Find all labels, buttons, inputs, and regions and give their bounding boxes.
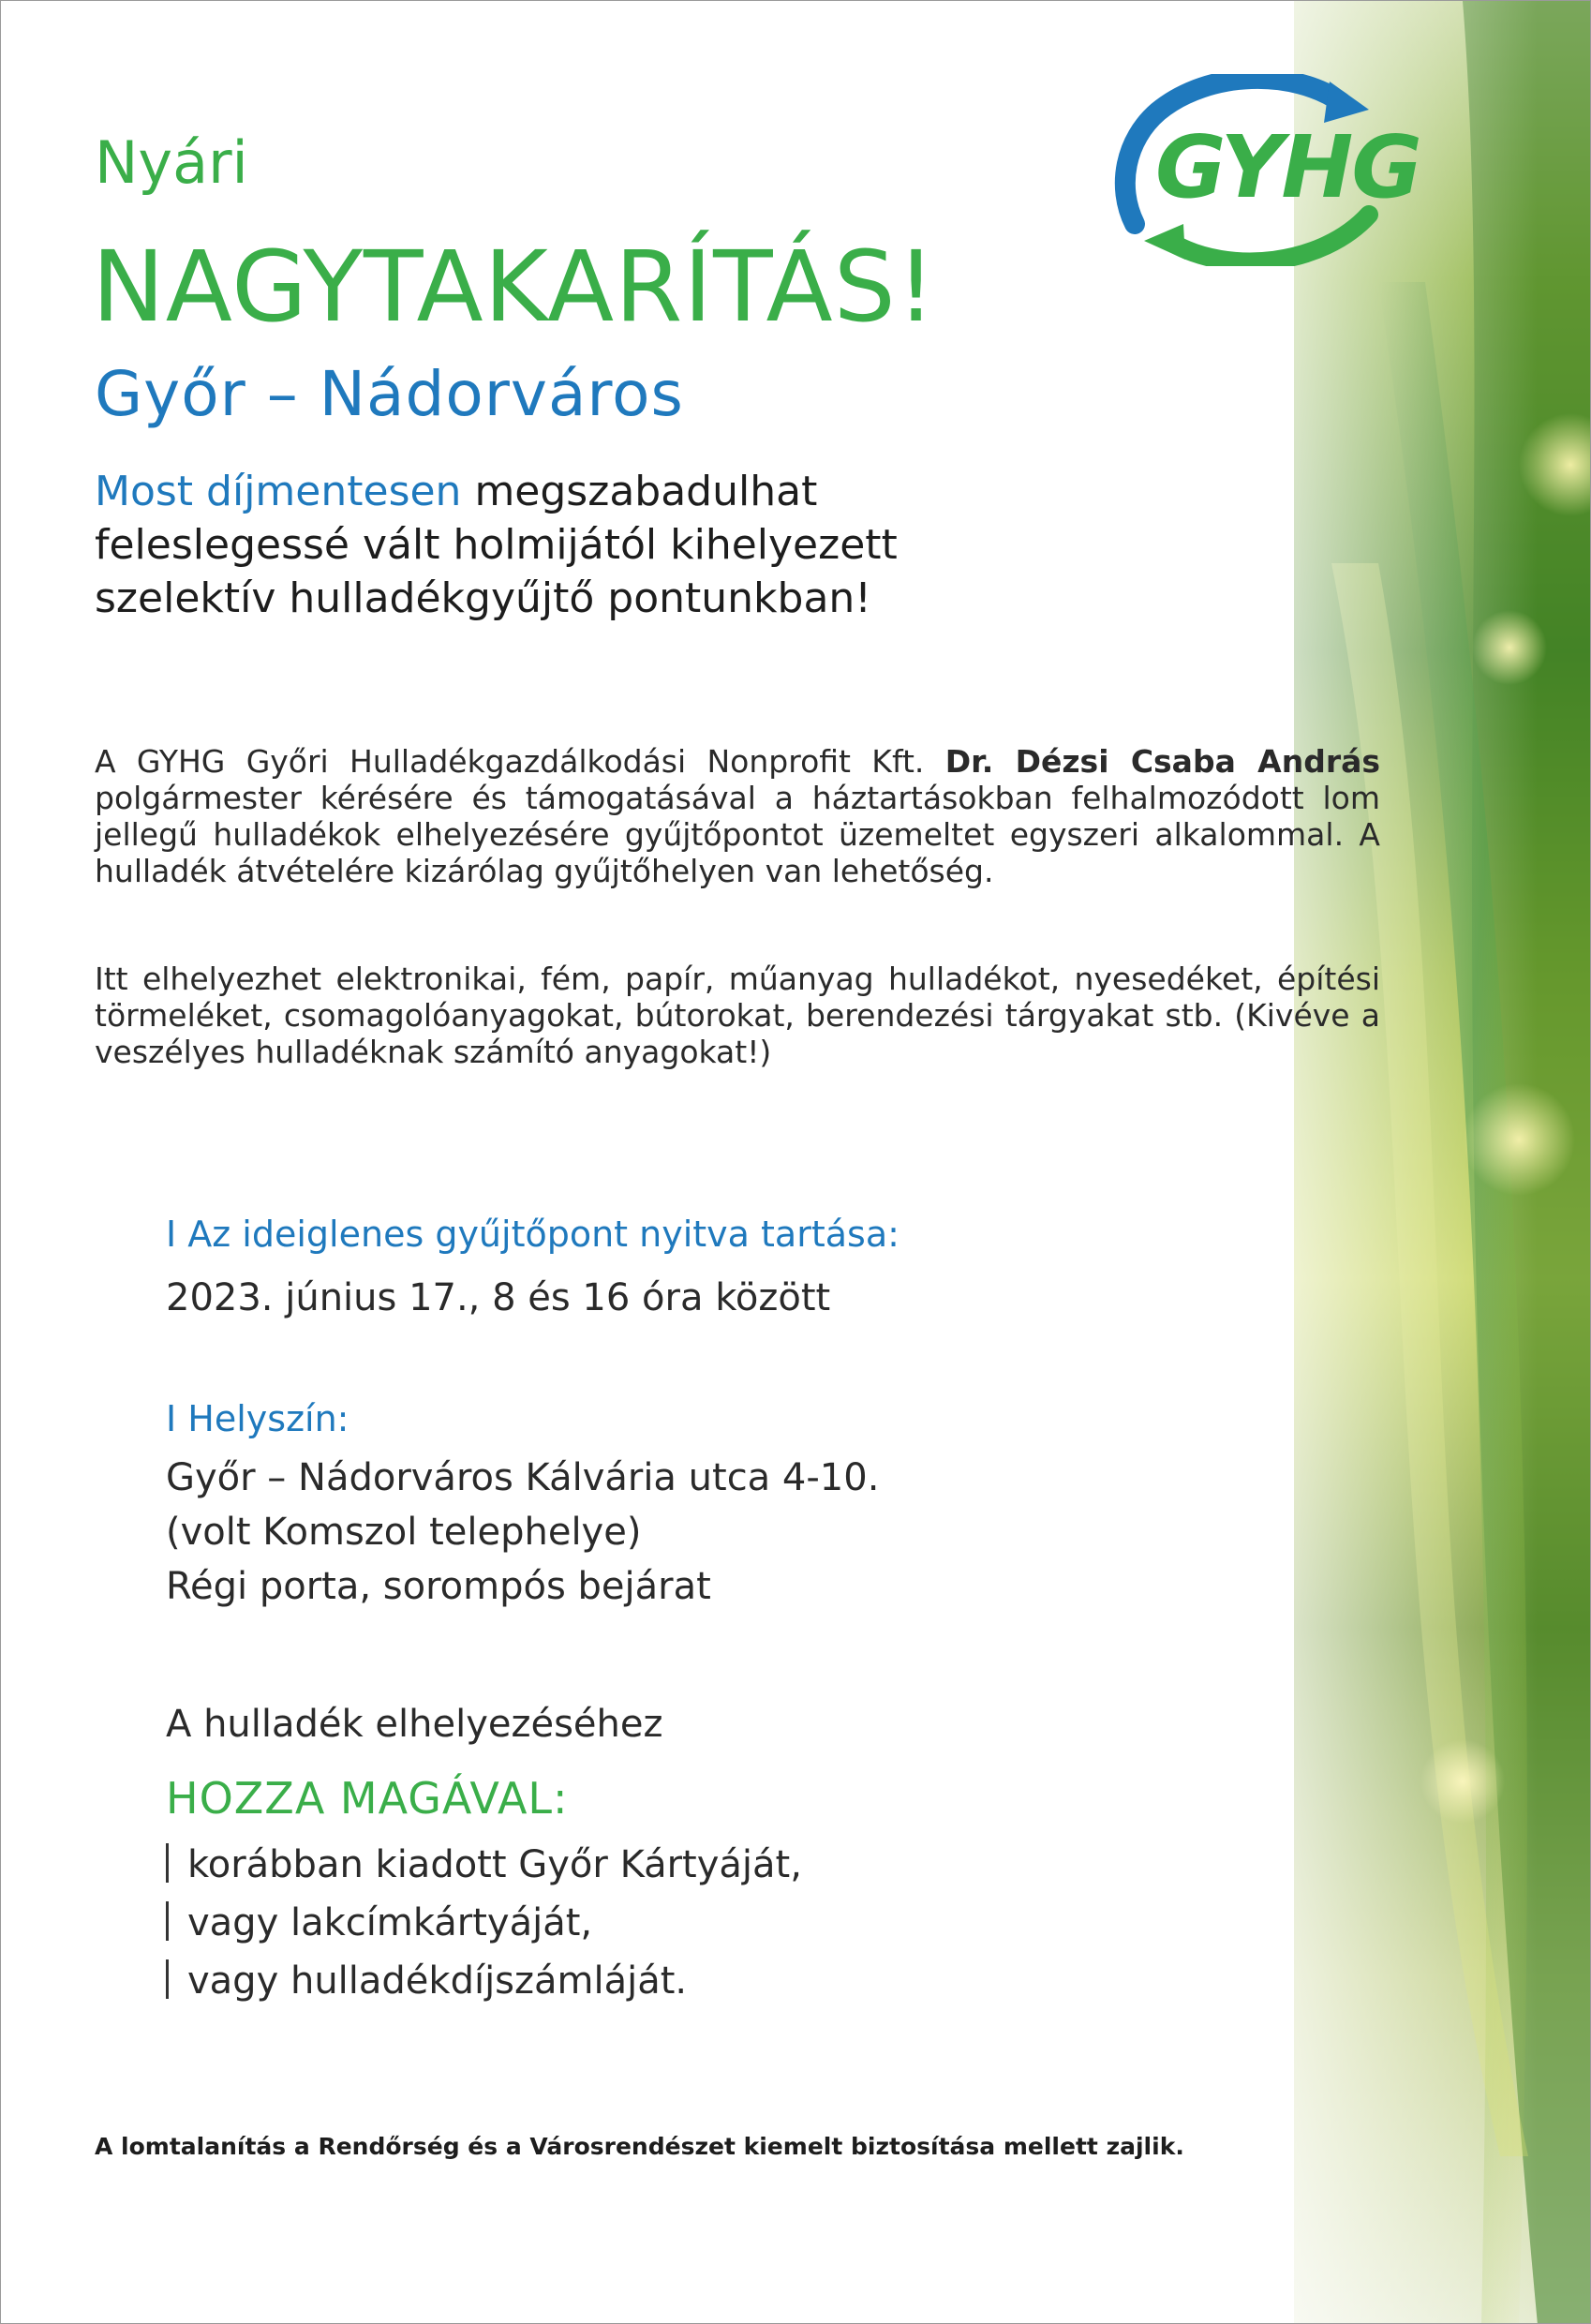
lead-line3: szelektív hulladékgyűjtő pontunkban! [95, 574, 871, 622]
list-item [166, 1836, 802, 1894]
lead-highlight: Most díjmentesen [95, 468, 462, 515]
list-item-text: vagy lakcímkártyáját, [187, 1901, 593, 1944]
poster-content [1, 1, 1591, 2324]
para1-mayor-name: Dr. Dézsi Csaba András [944, 743, 1381, 780]
location-heading: I Helyszín: [166, 1398, 349, 1439]
lead-line2: feleslegessé vált holmijától kihelyezett [95, 521, 898, 569]
list-item-text: vagy hulladékdíjszámláját. [187, 1959, 688, 2003]
para1-end: polgármester kérésére és támogatásával a háztartásokban felhalmozódott lom jellegű hulladékok elhelyezésére gyűjtőpontot üzemeltet egyszeri alkalommal. A hulladék átvételére kizárólag gyűjtőhelyen van lehetőség. [95, 780, 1380, 889]
lead-text [95, 465, 1032, 625]
intro-paragraph [95, 743, 1380, 889]
location-line: Régi porta, sorompós bejárat [166, 1565, 711, 1608]
page-title: NAGYTAKARÍTÁS! [92, 230, 937, 344]
list-item [166, 1952, 802, 2010]
footer-note: A lomtalanítás a Rendőrség és a Városrendészet kiemelt biztosítása mellett zajlik. [95, 2133, 1184, 2160]
list-bar-icon [166, 1959, 169, 1999]
title-kicker: Nyári [95, 128, 248, 197]
logo-wordmark: GYHG [1155, 117, 1420, 217]
list-bar-icon [166, 1901, 169, 1941]
para1-start: A GYHG Győri Hulladékgazdálkodási Nonprofit Kft. [95, 743, 945, 780]
bring-list [166, 1836, 802, 2010]
lead-line1-rest: megszabadulhat [461, 468, 818, 515]
location-line: (volt Komszol telephelye) [166, 1511, 642, 1554]
opening-heading: I Az ideiglenes gyűjtőpont nyitva tartása: [166, 1214, 900, 1255]
title-location: Győr – Nádorváros [95, 358, 684, 430]
list-item-text: korábban kiadott Győr Kártyáját, [187, 1843, 802, 1886]
list-bar-icon [166, 1843, 169, 1883]
bring-intro: A hulladék elhelyezéséhez [166, 1703, 663, 1746]
bring-heading: HOZZA MAGÁVAL: [166, 1773, 569, 1824]
location-line: Győr – Nádorváros Kálvária utca 4-10. [166, 1456, 880, 1499]
opening-value: 2023. június 17., 8 és 16 óra között [166, 1276, 831, 1319]
accepted-waste-paragraph: Itt elhelyezhet elektronikai, fém, papír, műanyag hulladékot, nyesedéket, építési törmeléket, csomagolóanyagokat, bútorokat, berendezési tárgyakat stb. (Kivéve a veszélyes hulladéknak számító anyagokat!) [95, 961, 1380, 1070]
location-address [166, 1451, 879, 1614]
list-item [166, 1894, 802, 1952]
